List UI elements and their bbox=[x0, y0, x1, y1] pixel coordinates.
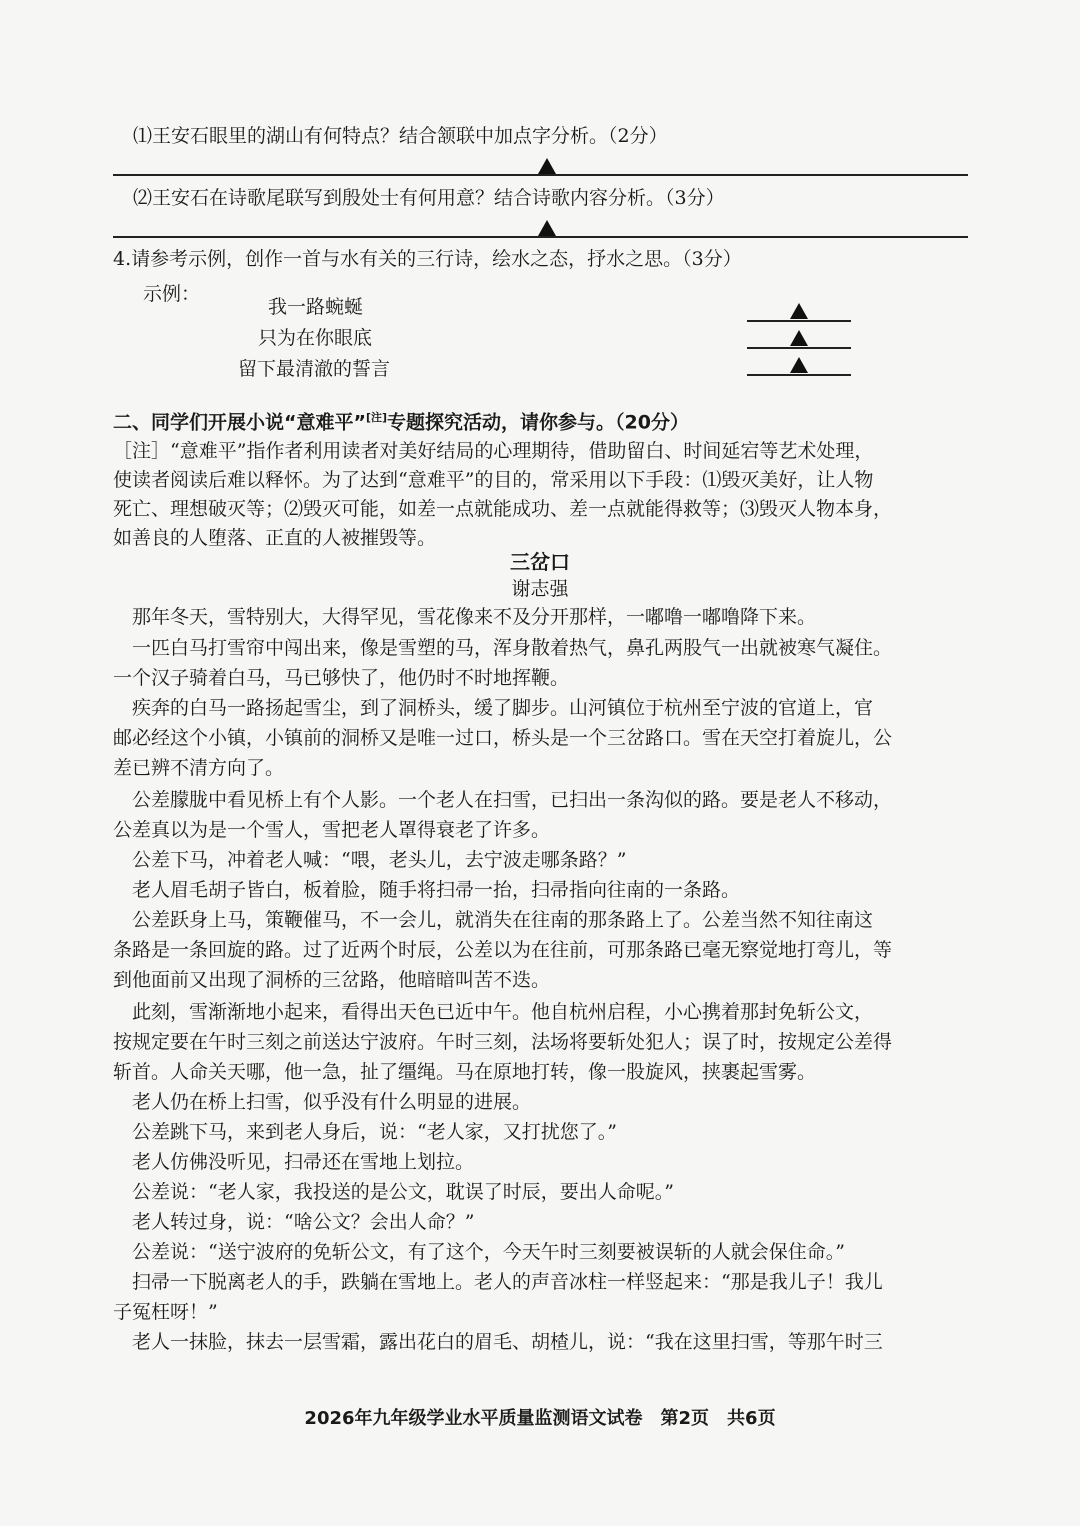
story-line: 子冤枉呀！” bbox=[113, 1301, 218, 1323]
story-line: 公差说：“老人家，我投送的是公文，耽误了时辰，要出人命呢。” bbox=[113, 1181, 674, 1203]
answer-triangle-icon bbox=[538, 158, 556, 174]
story-line: 老人一抹脸，抹去一层雪霜，露出花白的眉毛、胡楂儿，说：“我在这里扫雪，等那午时三 bbox=[113, 1331, 883, 1353]
answer-line[interactable] bbox=[113, 236, 968, 238]
story-line: 条路是一条回旋的路。过了近两个时辰，公差以为在往前，可那条路已毫无察觉地打弯儿，等 bbox=[113, 939, 893, 961]
story-line: 公差说：“送宁波府的免斩公文，有了这个，今天午时三刻要被误斩的人就会保住命。” bbox=[113, 1241, 845, 1263]
poem-answer-line-3[interactable] bbox=[747, 374, 851, 376]
story-author: 谢志强 bbox=[511, 578, 569, 600]
answer-triangle-icon bbox=[790, 303, 808, 319]
story-line: 按规定要在午时三刻之前送达宁波府。午时三刻，法场将要斩处犯人；误了时，按规定公差得 bbox=[113, 1031, 893, 1053]
answer-triangle-icon bbox=[790, 330, 808, 346]
story-line: 公差跳下马，来到老人身后，说：“老人家，又打扰您了。” bbox=[113, 1121, 617, 1143]
question-3-1: ⑴王安石眼里的湖山有何特点？结合颔联中加点字分析。（2分） bbox=[133, 125, 668, 147]
note-line: ［注］“意难平”指作者利用读者对美好结局的心理期待，借助留白、时间延宕等艺术处理， bbox=[113, 440, 874, 462]
section-2-heading: 二、同学们开展小说“意难平”[注]专题探究活动，请你参与。（20分） bbox=[113, 411, 689, 434]
story-line: 那年冬天，雪特别大，大得罕见，雪花像来不及分开那样，一嘟噜一嘟噜降下来。 bbox=[113, 606, 817, 628]
story-line: 公差下马，冲着老人喊：“喂，老头儿，去宁波走哪条路？” bbox=[113, 849, 627, 871]
note-line: 如善良的人堕落、正直的人被摧毁等。 bbox=[113, 527, 437, 549]
story-line: 老人转过身，说：“啥公文？会出人命？” bbox=[113, 1211, 475, 1233]
question-3-2: ⑵王安石在诗歌尾联写到殷处士有何用意？结合诗歌内容分析。（3分） bbox=[133, 187, 725, 209]
note-line: 死亡、理想破灭等；⑵毁灭可能，如差一点就能成功、差一点就能得救等；⑶毁灭人物本身， bbox=[113, 498, 893, 520]
answer-line[interactable] bbox=[113, 174, 968, 176]
page-footer: 2026年九年级学业水平质量监测语文试卷 第2页 共6页 bbox=[304, 1408, 776, 1429]
story-line: 公差真以为是一个雪人，雪把老人罩得衰老了许多。 bbox=[113, 819, 551, 841]
story-line: 到他面前又出现了洞桥的三岔路，他暗暗叫苦不迭。 bbox=[113, 969, 551, 991]
example-line-3: 留下最清澈的誓言 bbox=[238, 358, 391, 380]
example-line-2: 只为在你眼底 bbox=[258, 327, 373, 349]
poem-answer-line-2[interactable] bbox=[747, 347, 851, 349]
story-line: 一个汉子骑着白马，马已够快了，他仍时不时地挥鞭。 bbox=[113, 667, 570, 689]
story-line: 老人眉毛胡子皆白，板着脸，随手将扫帚一抬，扫帚指向往南的一条路。 bbox=[113, 879, 741, 901]
story-line: 扫帚一下脱离老人的手，跌躺在雪地上。老人的声音冰柱一样竖起来：“那是我儿子！我儿 bbox=[113, 1271, 883, 1293]
story-line: 公差朦胧中看见桥上有个人影。一个老人在扫雪，已扫出一条沟似的路。要是老人不移动， bbox=[113, 789, 893, 811]
answer-triangle-icon bbox=[790, 357, 808, 373]
story-title: 三岔口 bbox=[510, 550, 570, 574]
answer-triangle-icon bbox=[538, 220, 556, 236]
story-line: 差已辨不清方向了。 bbox=[113, 757, 285, 779]
story-line: 疾奔的白马一路扬起雪尘，到了洞桥头，缓了脚步。山河镇位于杭州至宁波的官道上，官 bbox=[113, 697, 874, 719]
story-line: 斩首。人命关天哪，他一急，扯了缰绳。马在原地打转，像一股旋风，挟裹起雪雾。 bbox=[113, 1061, 817, 1083]
poem-answer-line-1[interactable] bbox=[747, 320, 851, 322]
story-line: 公差跃身上马，策鞭催马，不一会儿，就消失在往南的那条路上了。公差当然不知往南这 bbox=[113, 909, 874, 931]
example-line-1: 我一路蜿蜒 bbox=[268, 296, 364, 318]
question-4: 4.请参考示例，创作一首与水有关的三行诗，绘水之态，抒水之思。（3分） bbox=[113, 248, 742, 270]
note-line: 使读者阅读后难以释怀。为了达到“意难平”的目的，常采用以下手段：⑴毁灭美好，让人物 bbox=[113, 469, 874, 491]
example-label: 示例： bbox=[143, 283, 201, 305]
story-line: 此刻，雪渐渐地小起来，看得出天色已近中午。他自杭州启程，小心携着那封免斩公文， bbox=[113, 1001, 874, 1023]
story-line: 一匹白马打雪帘中闯出来，像是雪塑的马，浑身散着热气，鼻孔两股气一出就被寒气凝住。 bbox=[113, 637, 893, 659]
story-line: 老人仍在桥上扫雪，似乎没有什么明显的进展。 bbox=[113, 1091, 532, 1113]
story-line: 老人仿佛没听见，扫帚还在雪地上划拉。 bbox=[113, 1151, 475, 1173]
story-line: 邮必经这个小镇，小镇前的洞桥又是唯一过口，桥头是一个三岔路口。雪在天空打着旋儿，公 bbox=[113, 727, 893, 749]
